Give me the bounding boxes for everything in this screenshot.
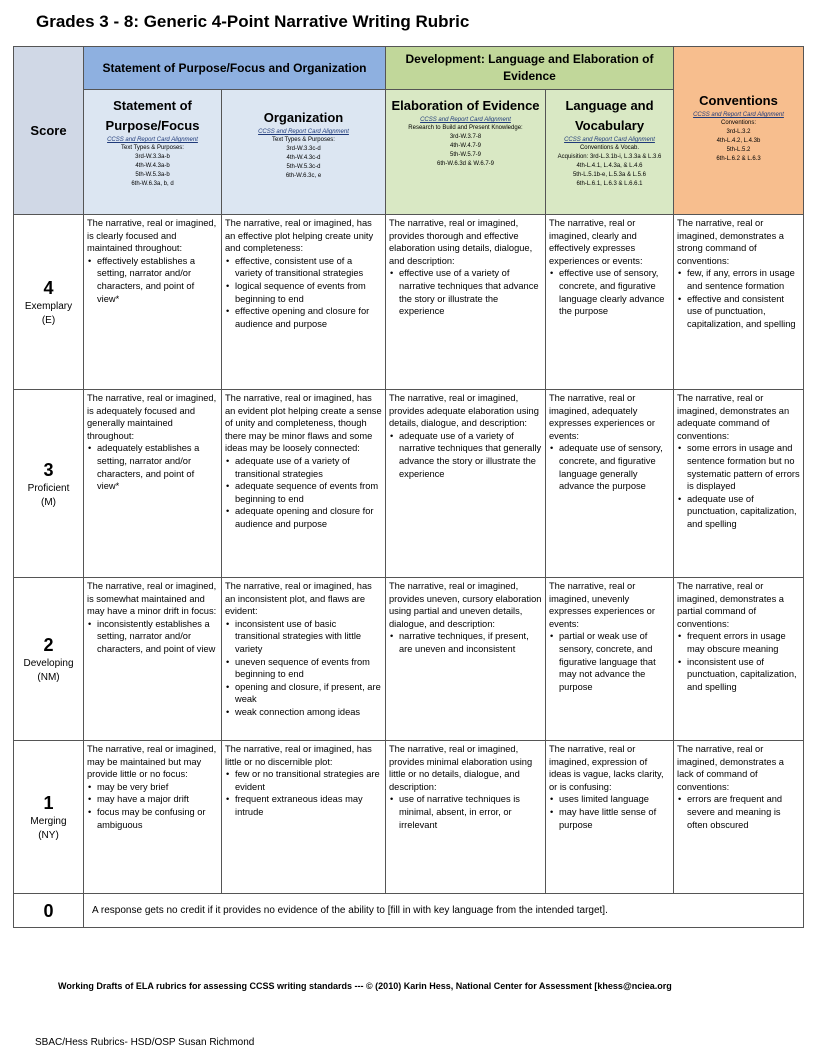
- organization-descriptor: [222, 215, 386, 390]
- language-descriptor: [546, 578, 674, 741]
- descriptor-bullet: • few or no transitional strategies are evident: [233, 768, 382, 793]
- conventions-descriptor: [674, 390, 804, 578]
- descriptor-bullet: • adequate use of a variety of transitional strategies: [233, 455, 382, 480]
- descriptor-list: [549, 267, 670, 317]
- score-label: Merging: [30, 816, 67, 827]
- standard-line: 6th-L.6.2 & L.6.3: [716, 156, 761, 162]
- descriptor-intro: The narrative, real or imagined, provides adequate elaboration using details, dialogue, and description:: [389, 393, 539, 429]
- elaboration-descriptor: [386, 741, 546, 894]
- descriptor-list: [677, 267, 800, 330]
- descriptor-bullet: • inconsistent use of basic transitional strategies with little variety: [233, 618, 382, 656]
- descriptor-intro: The narrative, real or imagined, demonstrates a strong command of conventions:: [677, 218, 784, 266]
- standard-line: 4th-W.4.3a-b: [135, 163, 170, 169]
- standard-line: 5th-W.5.3c-d: [286, 164, 321, 170]
- standard-line: 5th-L.5.1b-e, L.5.3a & L.5.6: [572, 172, 647, 178]
- descriptor-intro: The narrative, real or imagined, adequately expresses experiences or events:: [549, 393, 655, 441]
- descriptor-list: [389, 430, 542, 480]
- descriptor-bullet: • inconsistent use of punctuation, capitalization, and spelling: [685, 656, 800, 694]
- conventions-descriptor: [674, 578, 804, 741]
- descriptor-list: [225, 255, 382, 331]
- score-label: Exemplary: [24, 301, 73, 312]
- score-number: 0: [43, 900, 54, 921]
- score-header: Score: [14, 47, 84, 215]
- organization-header: [222, 90, 386, 215]
- elaboration-descriptor: [386, 215, 546, 390]
- descriptor-bullet: • adequate use of sensory, concrete, and figurative language generally advance the purpose: [557, 442, 670, 492]
- rubric-table: [13, 46, 804, 928]
- conventions-standards: [677, 119, 800, 164]
- descriptor-intro: The narrative, real or imagined, is clearly focused and maintained throughout:: [87, 218, 217, 254]
- purpose-title: Statement of Purpose/Focus: [105, 98, 200, 133]
- descriptor-list: [225, 768, 382, 818]
- descriptor-list: [549, 442, 670, 492]
- standard-line: 3rd-W.3.7-8: [449, 134, 482, 140]
- score-code: (E): [41, 315, 56, 326]
- descriptor-bullet: • some errors in usage and sentence formation but no systematic pattern of errors is displayed: [685, 442, 800, 492]
- development-band: Development: Language and Elaboration of Evidence: [386, 47, 674, 90]
- descriptor-bullet: • frequent extraneous ideas may intrude: [233, 793, 382, 818]
- score-cell: [14, 894, 84, 928]
- descriptor-list: [677, 793, 800, 831]
- elaboration-title: Elaboration of Evidence: [391, 98, 540, 113]
- score-code: (NM): [37, 672, 60, 683]
- score-label: Developing: [23, 658, 74, 669]
- organization-title: Organization: [263, 110, 344, 125]
- conventions-descriptor: [674, 215, 804, 390]
- language-descriptor: [546, 390, 674, 578]
- rubric-row-score-4: [14, 215, 804, 390]
- descriptor-list: [677, 442, 800, 530]
- descriptor-bullet: • may have a major drift: [95, 793, 218, 806]
- descriptor-intro: The narrative, real or imagined, clearly and effectively expresses experiences or events:: [549, 218, 643, 266]
- score-cell: [14, 215, 84, 390]
- standard-line: 5th-W.5.7-9: [449, 152, 481, 158]
- rubric-row-score-2: [14, 578, 804, 741]
- descriptor-bullet: • narrative techniques, if present, are uneven and inconsistent: [397, 630, 542, 655]
- standard-line: 6th-W.6.3a, b, d: [131, 181, 174, 187]
- descriptor-intro: The narrative, real or imagined, demonstrates a lack of command of conventions:: [677, 744, 784, 792]
- standard-line: Research to Build and Present Knowledge:: [408, 125, 523, 131]
- descriptor-list: [549, 793, 670, 831]
- descriptor-list: [225, 455, 382, 531]
- descriptor-bullet: • adequate sequence of events from beginning to end: [233, 480, 382, 505]
- descriptor-list: [87, 255, 218, 305]
- zero-descriptor: A response gets no credit if it provides no evidence of the ability to [fill in with key language from the intended target].: [84, 894, 804, 928]
- descriptor-intro: The narrative, real or imagined, demonstrates an adequate command of conventions:: [677, 393, 790, 441]
- descriptor-intro: The narrative, real or imagined, has an effective plot helping create unity and completeness:: [225, 218, 374, 254]
- rubric-row-score-0: [14, 894, 804, 928]
- language-standards: [549, 144, 670, 189]
- organization-descriptor: [222, 390, 386, 578]
- descriptor-bullet: • partial or weak use of sensory, concrete, and figurative language that may not advance the purpose: [557, 630, 670, 693]
- descriptor-intro: The narrative, real or imagined, unevenly expresses experiences or events:: [549, 581, 655, 629]
- conventions-alignment: CCSS and Report Card Alignment: [693, 112, 784, 118]
- descriptor-intro: The narrative, real or imagined, may be maintained but may provide little or no focus:: [87, 744, 217, 780]
- score-code: (NY): [38, 830, 59, 841]
- descriptor-bullet: • uses limited language: [557, 793, 670, 806]
- score-label: Proficient: [27, 482, 70, 494]
- standard-line: 4th-W.4.7-9: [449, 143, 481, 149]
- standard-line: Conventions:: [720, 120, 757, 126]
- descriptor-list: [389, 267, 542, 317]
- standard-line: 6th-L.6.1, L.6.3 & L.6.6.1: [576, 181, 643, 187]
- standard-line: 3rd-L.3.2: [726, 129, 751, 135]
- page-title: Grades 3 - 8: Generic 4-Point Narrative Writing Rubric: [36, 12, 470, 31]
- footer-credit: Working Drafts of ELA rubrics for assessing CCSS writing standards --- © (2010) Karin Hess, National Center for Assessment [khess@nciea.org: [58, 981, 672, 991]
- rubric-row-score-3: [14, 390, 804, 578]
- language-title: Language and Vocabulary: [565, 98, 654, 133]
- standard-line: 4th-W.4.3c-d: [286, 155, 321, 161]
- descriptor-list: [549, 630, 670, 693]
- descriptor-list: [677, 630, 800, 693]
- standard-line: Conventions & Vocab.: [579, 145, 640, 151]
- language-header: [546, 90, 674, 215]
- purpose-descriptor: [84, 215, 222, 390]
- descriptor-bullet: • may be very brief: [95, 781, 218, 794]
- standard-line: 5th-W.5.3a-b: [135, 172, 170, 178]
- descriptor-bullet: • errors are frequent and severe and meaning is often obscured: [685, 793, 800, 831]
- descriptor-bullet: • effective use of sensory, concrete, and figurative language clearly advance the purpose: [557, 267, 670, 317]
- descriptor-bullet: • adequate use of a variety of narrative techniques that generally advance the story or illustrate the experience: [397, 430, 542, 480]
- language-descriptor: [546, 215, 674, 390]
- score-number: 1: [43, 793, 54, 813]
- descriptor-bullet: • use of narrative techniques is minimal, absent, in error, or irrelevant: [397, 793, 542, 831]
- standard-line: 3rd-W.3.3c-d: [286, 146, 321, 152]
- descriptor-bullet: • focus may be confusing or ambiguous: [95, 806, 218, 831]
- descriptor-intro: The narrative, real or imagined, provides uneven, cursory elaboration using partial and uneven details, dialogue, and description:: [389, 581, 542, 629]
- descriptor-intro: The narrative, real or imagined, demonstrates a partial command of conventions:: [677, 581, 784, 629]
- descriptor-intro: The narrative, real or imagined, has an inconsistent plot, and flaws are evident:: [225, 581, 372, 617]
- descriptor-bullet: • frequent errors in usage may obscure meaning: [685, 630, 800, 655]
- descriptor-list: [87, 442, 218, 492]
- elaboration-descriptor: [386, 390, 546, 578]
- standard-line: Text Types & Purposes:: [121, 145, 184, 151]
- elaboration-descriptor: [386, 578, 546, 741]
- score-cell: [14, 390, 84, 578]
- descriptor-bullet: • effective and consistent use of punctuation, capitalization, and spelling: [685, 293, 800, 331]
- descriptor-bullet: • effective, consistent use of a variety of transitional strategies: [233, 255, 382, 280]
- descriptor-bullet: • effective use of a variety of narrative techniques that advance the story or illustrate the experience: [397, 267, 542, 317]
- purpose-descriptor: [84, 578, 222, 741]
- purpose-descriptor: [84, 390, 222, 578]
- descriptor-list: [389, 793, 542, 831]
- descriptor-intro: The narrative, real or imagined, has an evident plot helping create a sense of unity and completeness, though there may be minor flaws and some ideas may be loosely connected:: [225, 393, 382, 454]
- descriptor-list: [87, 781, 218, 831]
- standard-line: 4th-L.4.2, L.4.3b: [716, 138, 761, 144]
- score-code: (M): [41, 496, 56, 508]
- rubric-row-score-1: [14, 741, 804, 894]
- descriptor-bullet: • may have little sense of purpose: [557, 806, 670, 831]
- standard-line: 3rd-W.3.3a-b: [135, 154, 170, 160]
- descriptor-bullet: • effective opening and closure for audience and purpose: [233, 305, 382, 330]
- standard-line: Acquisition: 3rd-L.3.1b-i, L.3.3a & L.3.6: [557, 154, 662, 160]
- score-cell: [14, 741, 84, 894]
- score-number: 2: [43, 635, 54, 655]
- descriptor-bullet: • few, if any, errors in usage and sentence formation: [685, 267, 800, 292]
- score-cell: [14, 578, 84, 741]
- descriptor-intro: The narrative, real or imagined, is somewhat maintained and may have a minor drift in focus:: [87, 581, 217, 617]
- standard-line: 6th-W.6.3d & W.6.7-9: [436, 161, 495, 167]
- organization-alignment: CCSS and Report Card Alignment: [258, 129, 349, 135]
- purpose-alignment: CCSS and Report Card Alignment: [107, 137, 198, 143]
- purpose-standards: [87, 144, 218, 189]
- descriptor-bullet: • weak connection among ideas: [233, 706, 382, 719]
- score-number: 4: [43, 278, 54, 298]
- footer-source: SBAC/Hess Rubrics- HSD/OSP Susan Richmond: [35, 1037, 255, 1048]
- purpose-descriptor: [84, 741, 222, 894]
- conventions-header: [674, 47, 804, 215]
- purpose-header: [84, 90, 222, 215]
- descriptor-list: [389, 630, 542, 655]
- language-alignment: CCSS and Report Card Alignment: [564, 137, 655, 143]
- purpose-organization-band: Statement of Purpose/Focus and Organization: [84, 47, 386, 90]
- descriptor-intro: The narrative, real or imagined, has little or no discernible plot:: [225, 744, 372, 767]
- elaboration-alignment: CCSS and Report Card Alignment: [420, 117, 511, 123]
- descriptor-intro: The narrative, real or imagined, provides minimal elaboration using little or no details, dialogue, and description:: [389, 744, 533, 792]
- descriptor-intro: The narrative, real or imagined, is adequately focused and generally maintained throughout:: [87, 393, 217, 441]
- standard-line: 6th-W.6.3c, e: [285, 173, 322, 179]
- descriptor-bullet: • adequate use of punctuation, capitalization, and spelling: [685, 493, 800, 531]
- organization-descriptor: [222, 741, 386, 894]
- standard-line: 4th-L.4.1, L.4.3a, & L.4.6: [576, 163, 643, 169]
- conventions-title: Conventions: [699, 93, 778, 108]
- conventions-descriptor: [674, 741, 804, 894]
- descriptor-bullet: • adequate opening and closure for audience and purpose: [233, 505, 382, 530]
- descriptor-list: [87, 618, 218, 656]
- elaboration-standards: [389, 124, 542, 169]
- descriptor-bullet: • adequately establishes a setting, narrator and/or characters, and point of view*: [95, 442, 218, 492]
- descriptor-bullet: • effectively establishes a setting, narrator and/or characters, and point of view*: [95, 255, 218, 305]
- descriptor-intro: The narrative, real or imagined, expression of ideas is vague, lacks clarity, or is confusing:: [549, 744, 664, 792]
- descriptor-bullet: • logical sequence of events from beginning to end: [233, 280, 382, 305]
- language-descriptor: [546, 741, 674, 894]
- descriptor-bullet: • opening and closure, if present, are weak: [233, 681, 382, 706]
- descriptor-list: [225, 618, 382, 719]
- descriptor-bullet: • uneven sequence of events from beginning to end: [233, 656, 382, 681]
- descriptor-intro: The narrative, real or imagined, provides thorough and effective elaboration using details, dialogue, and description:: [389, 218, 533, 266]
- standard-line: 5th-L.5.2: [726, 147, 751, 153]
- organization-descriptor: [222, 578, 386, 741]
- elaboration-header: [386, 90, 546, 215]
- organization-standards: [225, 136, 382, 181]
- descriptor-bullet: • inconsistently establishes a setting, narrator and/or characters, and point of view: [95, 618, 218, 656]
- score-number: 3: [43, 459, 54, 480]
- standard-line: Text Types & Purposes:: [272, 137, 335, 143]
